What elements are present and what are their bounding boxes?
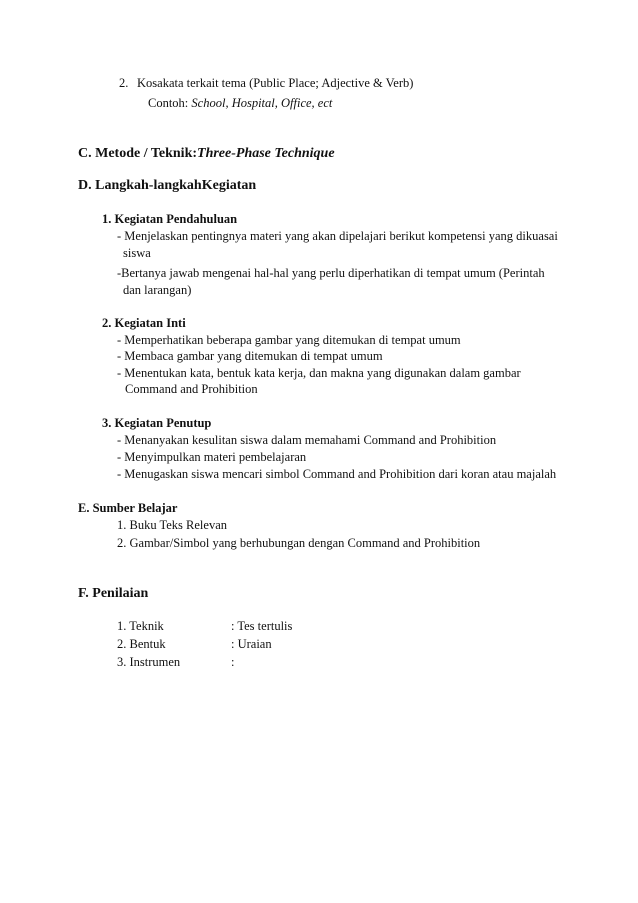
example-value: School, Hospital, Office, ect <box>191 96 333 110</box>
inti-line-3: - Menentukan kata, bentuk kata kerja, dan makna yang digunakan dalam gambar <box>117 366 521 380</box>
penutup-line-3: - Menugaskan siswa mencari simbol Command and Prohibition dari koran atau majalah <box>117 467 557 481</box>
section-e-heading: E. Sumber Belajar <box>78 501 178 515</box>
penilaian-label-1: 1. Teknik <box>117 619 164 633</box>
section-c-value: Three-Phase Technique <box>197 146 335 161</box>
sumber-item-2: 2. Gambar/Simbol yang berhubungan dengan Command and Prohibition <box>117 536 481 550</box>
penilaian-value-2: : Uraian <box>231 637 272 651</box>
list-item-number: 2. <box>119 76 129 90</box>
penilaian-label-2: 2. Bentuk <box>117 637 166 651</box>
section-d-heading: D. Langkah-langkahKegiatan <box>78 178 257 193</box>
penilaian-value-1: : Tes tertulis <box>231 619 293 633</box>
inti-line-3b: Command and Prohibition <box>125 382 258 396</box>
kegiatan-penutup-title: 3. Kegiatan Penutup <box>102 416 212 430</box>
kegiatan-pendahuluan-title: 1. Kegiatan Pendahuluan <box>102 212 238 226</box>
penilaian-label-3: 3. Instrumen <box>117 655 181 669</box>
sumber-item-1: 1. Buku Teks Relevan <box>117 518 227 532</box>
inti-line-1: - Memperhatikan beberapa gambar yang ditemukan di tempat umum <box>117 333 461 347</box>
penilaian-value-3: : <box>231 655 235 669</box>
penutup-line-1: - Menanyakan kesulitan siswa dalam memahami Command and Prohibition <box>117 433 497 447</box>
list-item-text: Kosakata terkait tema (Public Place; Adjective & Verb) <box>137 76 414 90</box>
section-c-label: C. Metode / Teknik: <box>78 146 198 161</box>
pendahuluan-line-2: -Bertanya jawab mengenai hal-hal yang perlu diperhatikan di tempat umum (Perintah <box>117 266 545 280</box>
pendahuluan-line-1b: siswa <box>123 246 151 260</box>
example-label: Contoh: <box>148 96 189 110</box>
penutup-line-2: - Menyimpulkan materi pembelajaran <box>117 450 307 464</box>
pendahuluan-line-1: - Menjelaskan pentingnya materi yang akan dipelajari berikut kompetensi yang dikuasai <box>117 229 558 243</box>
pendahuluan-line-2b: dan larangan) <box>123 283 192 297</box>
example-line <box>148 96 332 111</box>
kegiatan-inti-title: 2. Kegiatan Inti <box>102 316 186 330</box>
section-c-heading <box>78 146 335 162</box>
section-f-heading: F. Penilaian <box>78 586 149 601</box>
inti-line-2: - Membaca gambar yang ditemukan di tempat umum <box>117 349 383 363</box>
